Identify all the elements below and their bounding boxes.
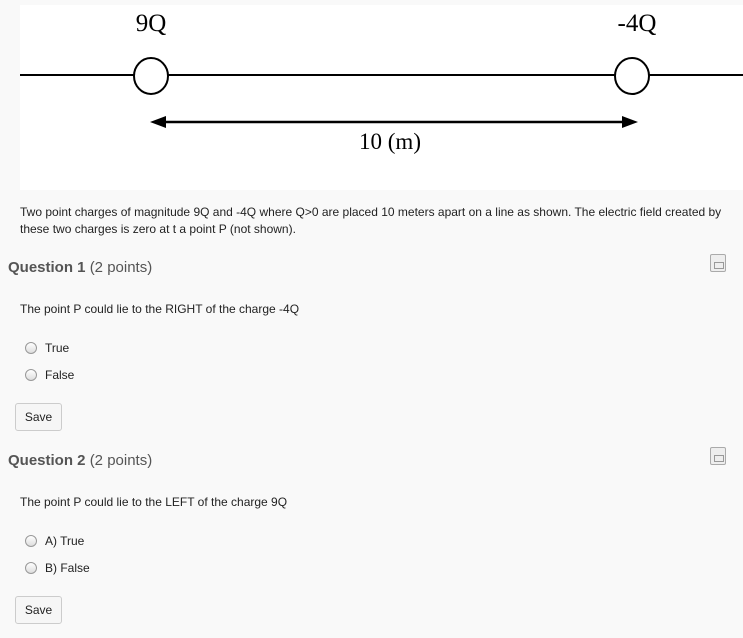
question-2-text: The point P could lie to the LEFT of the charge 9Q [20,495,288,509]
arrow-head-right [622,116,638,128]
question-2-header [8,452,152,469]
option-true[interactable] [25,341,69,355]
option-label: B) False [45,561,90,575]
charge-left-label: 9Q [135,10,167,37]
charge-diagram [20,5,743,190]
radio-button[interactable] [25,369,37,381]
question-title: Question 1 [8,259,86,276]
distance-label: 10 (m) [359,129,421,154]
radio-button[interactable] [25,562,37,574]
charge-right-label: -4Q [617,10,657,37]
save-status-icon [710,447,726,465]
option-b-false[interactable] [25,561,90,575]
option-label: False [45,368,75,382]
save-button-q2[interactable]: Save [15,596,62,624]
problem-intro: Two point charges of magnitude 9Q and -4Q where Q>0 are placed 10 meters apart on a line as shown. The electric field created by these two charges is zero at t a point P (not shown). [20,205,722,236]
charge-right-circle [615,58,649,94]
diagram-svg [0,0,743,195]
radio-button[interactable] [25,342,37,354]
question-points: (2 points) [89,259,153,276]
arrow-head-left [150,116,166,128]
charge-left-circle [134,58,168,94]
question-points: (2 points) [89,452,153,469]
option-label: True [45,341,70,355]
question-1-header [8,259,152,276]
save-status-icon [710,254,726,272]
save-button-q1[interactable]: Save [15,403,62,431]
question-title: Question 2 [8,452,86,469]
option-label: A) True [45,534,85,548]
radio-button[interactable] [25,535,37,547]
option-false[interactable] [25,368,74,382]
option-a-true[interactable] [25,534,84,548]
question-1-text: The point P could lie to the RIGHT of the charge -4Q [20,302,300,316]
